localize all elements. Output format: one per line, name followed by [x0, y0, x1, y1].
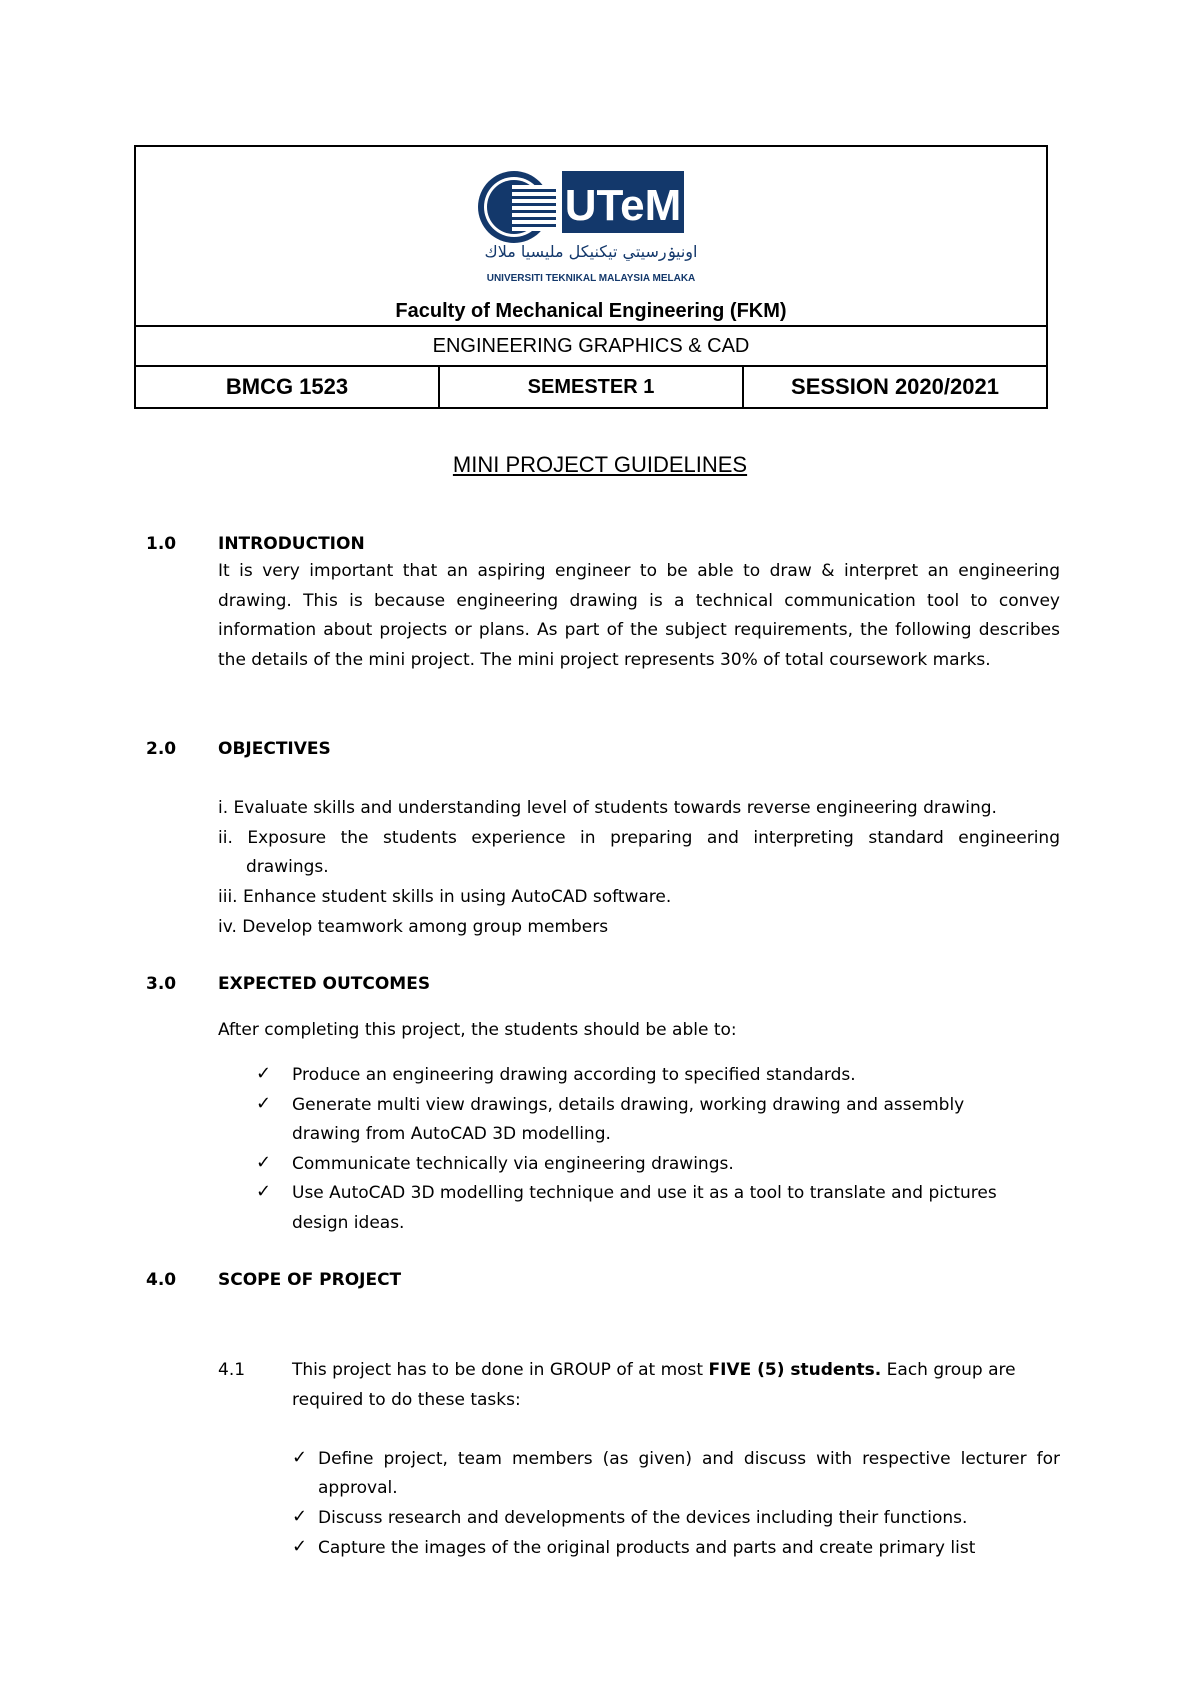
section-number: 1.0: [146, 534, 177, 554]
subsection-text-2: required to do these tasks:: [292, 1390, 521, 1410]
subsection-text-bold: FIVE (5) students.: [708, 1360, 882, 1380]
objective-item: i. Evaluate skills and understanding level of students towards reverse engineering drawing.: [218, 798, 997, 818]
check-icon: ✓: [256, 1093, 272, 1114]
section-number: 3.0: [146, 974, 177, 994]
objective-item: iv. Develop teamwork among group members: [218, 917, 609, 937]
check-icon: ✓: [256, 1152, 272, 1173]
section-number: 2.0: [146, 739, 177, 759]
subsection-text-b: Each group are: [881, 1360, 1016, 1380]
section-heading: INTRODUCTION: [218, 534, 365, 554]
outcome-item: Use AutoCAD 3D modelling technique and use it as a tool to translate and pictures: [292, 1183, 997, 1203]
task-item: approval.: [318, 1478, 398, 1498]
section-heading: OBJECTIVES: [218, 739, 331, 759]
task-item: Define project, team members (as given) and discuss with respective lecturer for: [318, 1449, 1060, 1469]
check-icon: ✓: [256, 1063, 272, 1084]
subsection-number: 4.1: [218, 1360, 246, 1380]
intro-paragraph: It is very important that an aspiring engineer to be able to draw & interpret an engineering drawing. This is because engineering drawing is a technical communication tool to convey information about projects or plans. As part of the subject requirements, the following describes the details of the mini project. The mini project represents 30% of total coursework marks.: [218, 561, 1060, 670]
check-icon: ✓: [292, 1506, 308, 1527]
outcome-item: design ideas.: [292, 1213, 405, 1233]
utem-logo: [476, 159, 706, 287]
logo-brand-text: UTeM: [564, 181, 682, 230]
subsection-text: [292, 1360, 1016, 1380]
outcome-item: Communicate technically via engineering drawings.: [292, 1154, 734, 1174]
header-table: [134, 145, 1048, 409]
check-icon: ✓: [292, 1536, 308, 1557]
logo-cell: [136, 147, 1046, 327]
course-info-row: [136, 367, 1046, 407]
section-heading: SCOPE OF PROJECT: [218, 1270, 402, 1290]
check-icon: ✓: [292, 1447, 308, 1468]
objective-item: ii. Exposure the students experience in preparing and interpreting standard engineering: [218, 828, 1060, 848]
faculty-name: Faculty of Mechanical Engineering (FKM): [395, 300, 787, 322]
session: SESSION 2020/2021: [791, 374, 999, 399]
outcome-item: Produce an engineering drawing according to specified standards.: [292, 1065, 856, 1085]
task-item: Capture the images of the original products and parts and create primary list: [318, 1538, 976, 1558]
section-number: 4.0: [146, 1270, 177, 1290]
objective-item: drawings.: [246, 857, 329, 877]
objective-item: iii. Enhance student skills in using AutoCAD software.: [218, 887, 672, 907]
logo-university-text: UNIVERSITI TEKNIKAL MALAYSIA MELAKA: [486, 273, 696, 284]
semester: SEMESTER 1: [438, 367, 744, 407]
document-title: MINI PROJECT GUIDELINES: [452, 452, 748, 477]
logo-jawi-text: اونيۏرسيتي تيكنيكل مليسيا ملاك: [484, 242, 698, 261]
outcomes-lead: After completing this project, the students should be able to:: [218, 1020, 737, 1040]
section-heading: EXPECTED OUTCOMES: [218, 974, 431, 994]
task-item: Discuss research and developments of the devices including their functions.: [318, 1508, 968, 1528]
check-icon: ✓: [256, 1181, 272, 1202]
outcome-item: Generate multi view drawings, details drawing, working drawing and assembly: [292, 1095, 965, 1115]
subsection-text-a: This project has to be done in GROUP of at most: [292, 1360, 709, 1380]
course-name: ENGINEERING GRAPHICS & CAD: [136, 327, 1046, 367]
outcome-item: drawing from AutoCAD 3D modelling.: [292, 1124, 611, 1144]
course-code: BMCG 1523: [225, 374, 349, 399]
